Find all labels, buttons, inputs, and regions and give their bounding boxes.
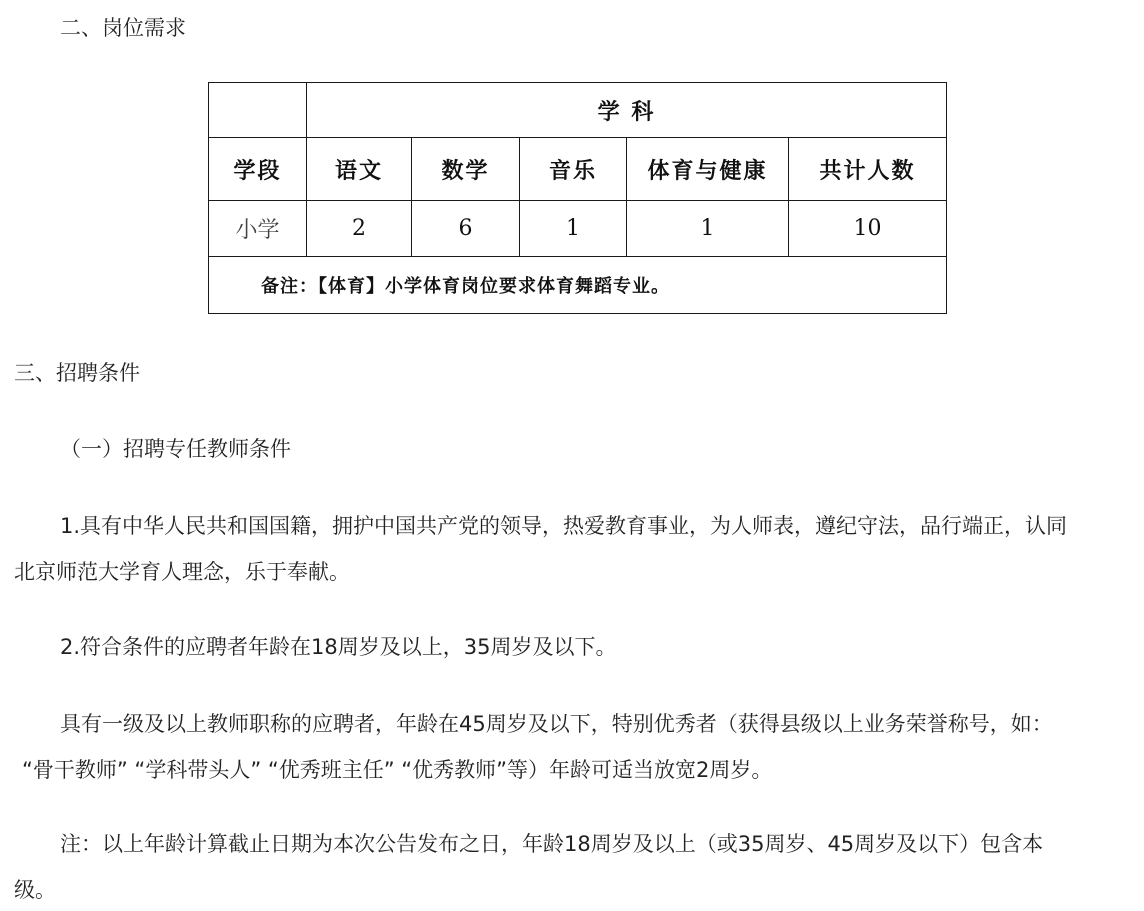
cell-total: 10 bbox=[789, 201, 947, 257]
paragraph-1-line-1: 1.具有中华人民共和国国籍，拥护中国共产党的领导，热爱教育事业，为人师表，遵纪守法，品行端正，认同 bbox=[60, 514, 1068, 538]
table-note-row bbox=[209, 257, 947, 314]
cell-grade: 小学 bbox=[209, 201, 307, 257]
cell-math: 6 bbox=[412, 201, 520, 257]
table-note: 备注：【体育】小学体育岗位要求体育舞蹈专业。 bbox=[209, 257, 947, 314]
cell-pe: 1 bbox=[627, 201, 789, 257]
paragraph-1-line-2: 北京师范大学育人理念，乐于奉献。 bbox=[14, 560, 350, 584]
section-heading-positions: 二、岗位需求 bbox=[60, 16, 186, 40]
col-header-music: 音乐 bbox=[520, 138, 627, 201]
table-header-row-subject bbox=[209, 83, 947, 138]
table-corner-cell bbox=[209, 83, 307, 138]
col-header-total: 共计人数 bbox=[789, 138, 947, 201]
cell-chinese: 2 bbox=[307, 201, 412, 257]
positions-table bbox=[208, 82, 947, 314]
section-heading-conditions: 三、招聘条件 bbox=[14, 361, 140, 385]
col-header-chinese: 语文 bbox=[307, 138, 412, 201]
subject-header: 学 科 bbox=[307, 83, 947, 138]
table-row bbox=[209, 201, 947, 257]
paragraph-4-line-1: 注：以上年龄计算截止日期为本次公告发布之日，年龄18周岁及以上（或35周岁、45周岁及以下）包含本 bbox=[60, 832, 1044, 856]
paragraph-3-line-1: 具有一级及以上教师职称的应聘者，年龄在45周岁及以下，特别优秀者（获得县级以上业务荣誉称号，如： bbox=[60, 712, 1053, 736]
sub-heading-teacher-conditions: （一）招聘专任教师条件 bbox=[60, 437, 291, 461]
paragraph-4-line-2: 级。 bbox=[14, 878, 56, 902]
table-header-row-columns bbox=[209, 138, 947, 201]
col-header-math: 数学 bbox=[412, 138, 520, 201]
paragraph-3-line-2: “骨干教师” “学科带头人” “优秀班主任” “优秀教师”等）年龄可适当放宽2周岁。 bbox=[22, 758, 773, 782]
paragraph-2: 2.符合条件的应聘者年龄在18周岁及以上，35周岁及以下。 bbox=[60, 635, 617, 659]
col-header-pe: 体育与健康 bbox=[627, 138, 789, 201]
col-header-grade: 学段 bbox=[209, 138, 307, 201]
cell-music: 1 bbox=[520, 201, 627, 257]
